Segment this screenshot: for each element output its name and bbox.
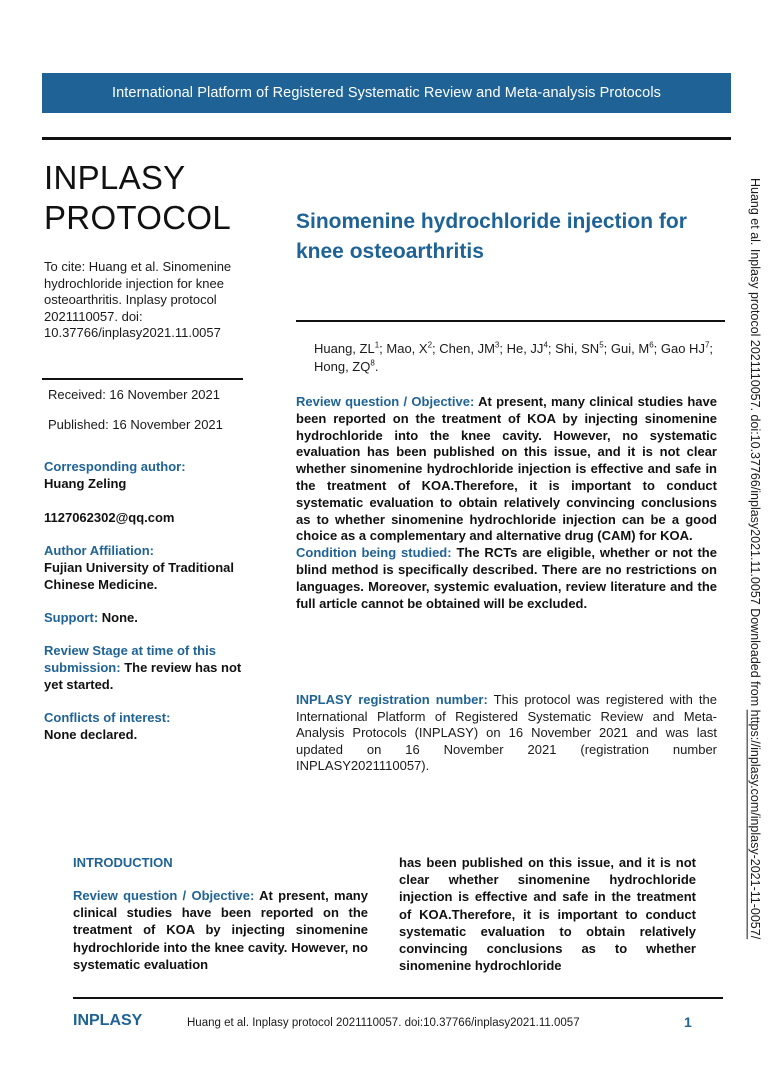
author-name: Gao HJ [660, 341, 705, 356]
review-stage-text: The review has not yet started. [44, 660, 242, 692]
author-affiliation-number: 2 [427, 340, 433, 350]
author-name: Hong, ZQ [314, 359, 371, 374]
author-affiliation-number: 6 [649, 340, 654, 350]
author-name: Mao, X [386, 341, 428, 356]
author-name: Shi, SN [555, 341, 600, 356]
condition-text: The RCTs are eligible, whether or not the blind method is specifically described. There are no restrictions on languages. Moreover, systemic evaluation, review literature and the full article cannot be obtained will be excluded. [296, 545, 717, 611]
support-section [44, 609, 259, 626]
author-name: Huang, ZL [314, 341, 375, 356]
conflicts-section [44, 709, 259, 743]
corresponding-name: Huang Zeling [44, 476, 127, 491]
author-affiliation-number: 5 [599, 340, 604, 350]
support-label: Support: [44, 610, 99, 625]
introduction-left-column [73, 887, 368, 973]
corresponding-author [44, 458, 259, 492]
affiliation-text: Fujian University of Traditional Chinese Medicine. [44, 560, 234, 592]
header-banner: International Platform of Registered Systematic Review and Meta-analysis Protocols [42, 73, 731, 113]
page-number: 1 [684, 1014, 692, 1030]
author-affiliation-number: 8 [370, 358, 375, 368]
author-affiliation-number: 3 [494, 340, 500, 350]
affiliation-label: Author Affiliation: [44, 543, 154, 558]
abstract [296, 394, 717, 612]
protocol-heading [44, 158, 231, 238]
top-divider [42, 137, 731, 140]
author-list: Huang, $ZL^1$; Mao, $X^2$; Chen, $JM^3$; He, $JJ^4$; Shi, $SN^5$; Gui, $M^6$; Gao $HJ^7$; Hong, $ZQ^8$. [314, 340, 714, 374]
download-notice [748, 178, 762, 939]
footer-citation: Huang et al. Inplasy protocol 2021110057. doi:10.37766/inplasy2021.11.0057 [187, 1017, 580, 1029]
author-affiliation-number: 4 [543, 340, 548, 350]
registration-label: INPLASY registration number: [296, 692, 488, 707]
author-name: He, JJ [506, 341, 544, 356]
introduction-left-text: At present, many clinical studies have been reported on the treatment of KOA by injecting sinomenine hydrochloride into the knee cavity. However, no systematic evaluation [73, 888, 368, 972]
author-affiliation-number: 7 [704, 340, 710, 350]
review-stage-section [44, 642, 259, 693]
author-affiliation-number: 1 [374, 340, 380, 350]
registration-paragraph [296, 692, 717, 775]
registration-text: This protocol was registered with the International Platform of Registered Systematic Review and Meta-Analysis Protocols (INPLASY) on 16 November 2021 and was last updated on 16 November 2021 (registration number INPLASY2021110057). [296, 692, 718, 773]
support-text: None. [101, 610, 138, 625]
conflicts-text: None declared. [44, 727, 138, 742]
left-divider [42, 378, 243, 380]
author-name: Chen, JM [439, 341, 495, 356]
introduction-right-column: has been published on this issue, and it is not clear whether sinomenine hydrochloride injection is effective and safe in the treatment of KOA.Therefore, it is important to conduct systematic evaluation to obtain relatively convincing conclusions as to whether sinomenine hydrochloride [399, 855, 696, 974]
footer-divider [73, 997, 723, 999]
introduction-heading: INTRODUCTION [73, 855, 173, 870]
received-date: Received: 16 November 2021 [48, 387, 220, 402]
conflicts-label: Conflicts of interest: [44, 710, 171, 725]
citation-text: To cite: Huang et al. Sinomenine hydrochloride injection for knee osteoarthritis. Inplasy protocol 2021110057. doi: 10.37766/inplasy2021.11.0057 [44, 259, 232, 340]
footer-brand: INPLASY [73, 1012, 143, 1029]
review-question-label: Review question / Objective: [296, 394, 475, 409]
corresponding-label: Corresponding author: [44, 459, 186, 474]
introduction-review-label: Review question / Objective: [73, 888, 255, 903]
review-question-text: At present, many clinical studies have been reported on the treatment of KOA by injecting sinomenine hydrochloride into the knee cavity. However, no systematic evaluation has been published on this issue, and it is not clear whether sinomenine hydrochloride injection is effective and safe in the treatment of KOA.Therefore, it is important to conduct systematic evaluation to obtain relatively convincing conclusions as to whether sinomenine hydrochloride injection can be a good choice as a complementary and alternative drug (CAM) for KOA. [296, 394, 717, 544]
download-link[interactable]: https://inplasy.com/inplasy-2021-11-0057/ [748, 709, 762, 940]
review-question-paragraph [296, 394, 717, 545]
article-title: Sinomenine hydrochloride injection for knee osteoarthritis [296, 210, 687, 263]
download-notice-text: Huang et al. Inplasy protocol 2021110057. doi:10.37766/inplasy2021.11.0057 Downloaded from [748, 178, 762, 710]
author-affiliation [44, 542, 259, 593]
condition-paragraph [296, 545, 717, 612]
published-date: Published: 16 November 2021 [48, 417, 223, 432]
protocol-heading-line1: INPLASY [44, 159, 186, 196]
protocol-heading-line2: PROTOCOL [44, 199, 231, 236]
author-email[interactable]: 1127062302@qq.com [44, 510, 175, 525]
condition-label: Condition being studied: [296, 545, 452, 561]
review-stage-label: Review Stage at time of this submission: [44, 643, 216, 675]
right-divider [296, 320, 725, 322]
author-name: Gui, M [610, 341, 650, 356]
